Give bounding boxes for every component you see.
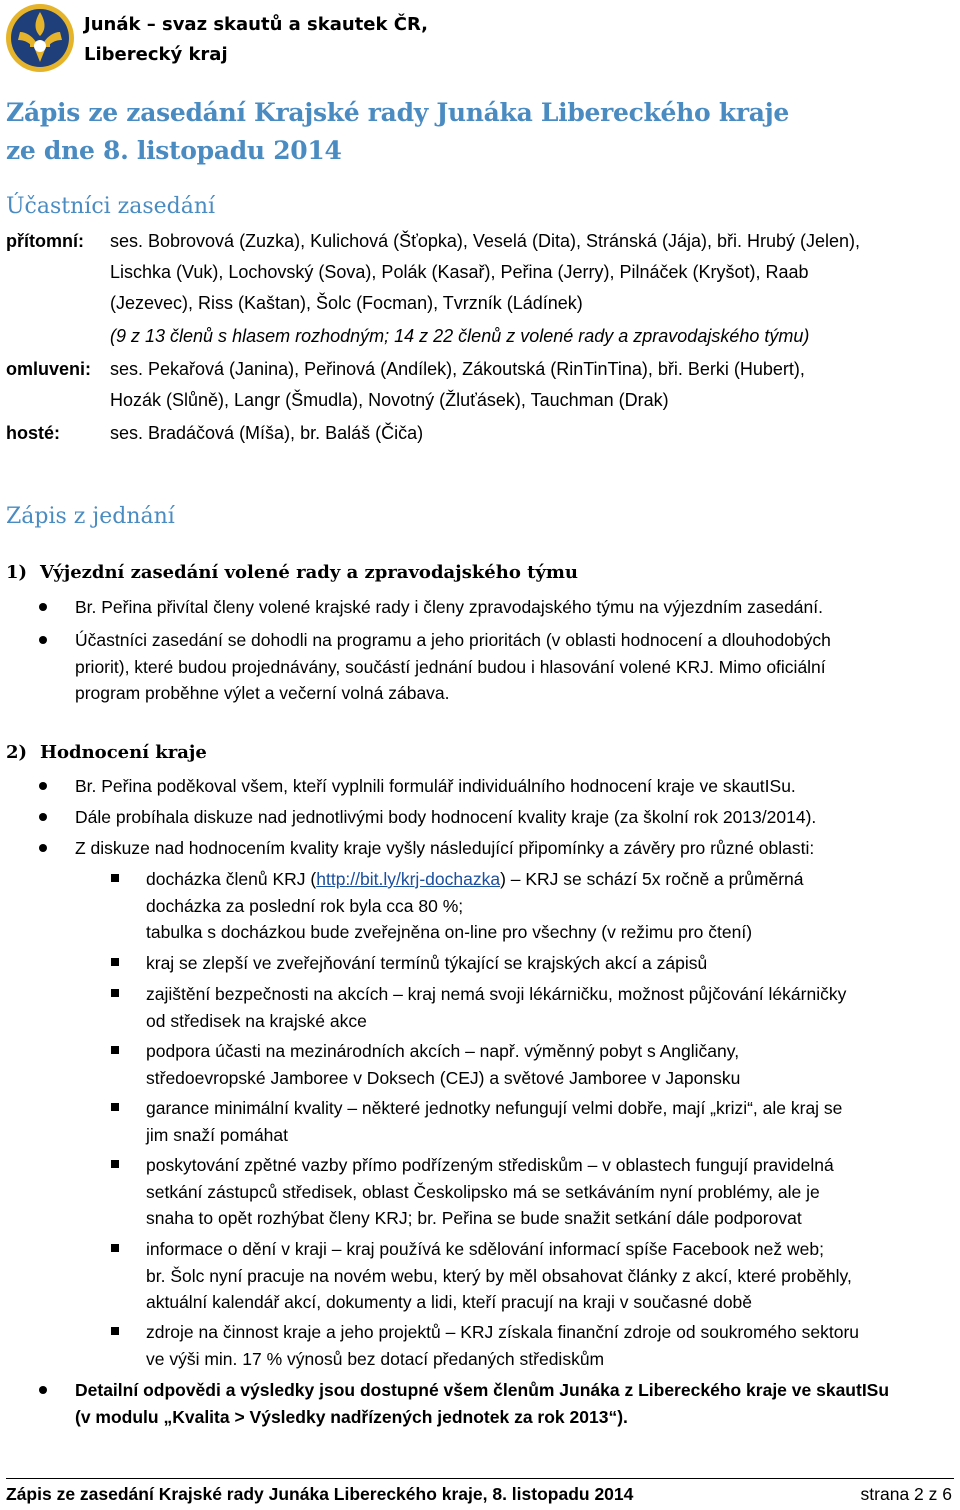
guests-label: hosté: [6, 423, 60, 443]
sub-item-attendance [146, 866, 946, 946]
item-1-bullet-1: Br. Peřina přivítal členy volené krajské rady i členy zpravodajského týmu na výjezdním zasedání. [75, 594, 945, 621]
footer-divider [6, 1478, 954, 1479]
item-2-bullet-4-line-1: Detailní odpovědi a výsledky jsou dostupné všem členům Junáka z Libereckého kraje ve skautISu [75, 1380, 890, 1400]
present-line-1: ses. Bobrovová (Zuzka), Kulichová (Šťopka), Veselá (Dita), Stránská (Jája), bři. Hrubý (Jelen), [110, 231, 861, 251]
international-line-1: podpora účasti na mezinárodních akcích – např. výměnný pobyt s Angličany, [146, 1041, 740, 1061]
sub-item-feedback [146, 1152, 946, 1232]
item-2-heading [6, 742, 207, 763]
sub-item-information [146, 1236, 946, 1316]
funding-line-1: zdroje na činnost kraje a jeho projektů – KRJ získala finanční zdroje od soukromého sektoru [146, 1322, 860, 1342]
attendance-line-3: tabulka s docházkou bude zveřejněna on-line pro všechny (v režimu pro čtení) [146, 922, 753, 942]
excused-label: omluveni: [6, 359, 92, 379]
attendance-line-2: docházka za poslední rok byla cca 80 %; [146, 895, 464, 916]
org-line-2: Liberecký kraj [84, 44, 228, 65]
item-1-number: 1) [6, 562, 28, 583]
information-line-3: aktuální kalendář akcí, dokumenty a lidi, kteří pracují na kraji v současné době [146, 1292, 753, 1312]
participants-heading: Účastníci zasedání [6, 194, 216, 219]
guests-text: ses. Bradáčová (Míša), br. Baláš (Čiča) [110, 423, 424, 443]
attendance-link[interactable]: http://bit.ly/krj-dochazka [316, 869, 501, 889]
item-1-bullet-2-line-3: program proběhne výlet a večerní volná zábava. [75, 683, 450, 703]
org-line-1: Junák – svaz skautů a skautek ČR, [84, 14, 428, 35]
quality-line-2: jim snaží pomáhat [146, 1124, 289, 1145]
item-2-bullet-4-line-2: (v modulu „Kvalita > Výsledky nadřízených jednotek za rok 2013“). [75, 1406, 628, 1427]
organization-name [84, 10, 428, 70]
footer-text: Zápis ze zasedání Krajské rady Junáka Libereckého kraje, 8. listopadu 2014 [6, 1484, 634, 1504]
item-2-bullet-1: Br. Peřina poděkoval všem, kteří vyplnili formulář individuálního hodnocení kraje ve skautISu. [75, 773, 945, 800]
quality-line-1: garance minimální kvality – některé jednotky nefungují velmi dobře, mají „krizi“, ale kraj se [146, 1098, 843, 1118]
title-line-1: Zápis ze zasedání Krajské rady Junáka Libereckého kraje [6, 98, 789, 127]
sub-item-publishing: kraj se zlepší ve zveřejňování termínů týkající se krajských akcí a zápisů [146, 950, 946, 977]
excused-line-1: ses. Pekařová (Janina), Peřinová (Andílek), Zákoutská (RinTinTina), bři. Berki (Hubert), [110, 359, 805, 379]
sub-item-safety [146, 981, 946, 1034]
page-number: strana 2 z 6 [860, 1484, 952, 1504]
item-2-title: Hodnocení kraje [40, 742, 207, 763]
feedback-line-3: snaha to opět rozhýbat členy KRJ; br. Peřina se bude snažit setkání dále podporovat [146, 1208, 802, 1228]
sub-item-international [146, 1038, 946, 1091]
title-line-2: ze dne 8. listopadu 2014 [6, 136, 342, 165]
information-line-1: informace o dění v kraji – kraj používá ke sdělování informací spíše Facebook než web; [146, 1239, 824, 1259]
item-1-title: Výjezdní zasedání volené rady a zpravodajského týmu [40, 562, 579, 583]
funding-line-2: ve výši min. 17 % výnosů bez dotací předaných střediskům [146, 1348, 605, 1369]
item-1-heading [6, 562, 578, 583]
sub-item-quality [146, 1095, 946, 1148]
item-2-number: 2) [6, 742, 28, 763]
safety-line-1: zajištění bezpečnosti na akcích – kraj nemá svoji lékárničku, možnost půjčování lékárničky [146, 984, 847, 1004]
document-title [6, 94, 946, 170]
item-2-bullet-3: Z diskuze nad hodnocením kvality kraje vyšly následující připomínky a závěry pro různé oblasti: [75, 835, 945, 862]
information-line-2: br. Šolc nyní pracuje na novém webu, který by měl obsahovat články z akcí, které proběhly, [146, 1265, 852, 1286]
present-line-3: (Jezevec), Riss (Kaštan), Šolc (Focman), Tvrzník (Ládínek) [110, 293, 583, 313]
present-line-2: Lischka (Vuk), Lochovský (Sova), Polák (Kasař), Peřina (Jerry), Pilnáček (Kryšot), Raab [110, 262, 809, 282]
item-1-bullet-2-line-1: Účastníci zasedání se dohodli na programu a jeho prioritách (v oblasti hodnocení a dlouhodobých [75, 630, 831, 650]
attendance-pre: docházka členů KRJ ( [146, 869, 317, 889]
feedback-line-1: poskytování zpětné vazby přímo podřízeným střediskům – v oblastech fungují pravidelná [146, 1155, 834, 1175]
present-note: (9 z 13 členů s hlasem rozhodným; 14 z 22 členů z volené rady a zpravodajského týmu) [110, 326, 810, 346]
international-line-2: středoevropské Jamboree v Doksech (CEJ) a světové Jamboree v Japonsku [146, 1067, 741, 1088]
excused-line-2: Hozák (Slůně), Langr (Šmudla), Novotný (Žluťásek), Tauchman (Drak) [110, 390, 669, 410]
item-2-bullet-2: Dále probíhala diskuze nad jednotlivými body hodnocení kvality kraje (za školní rok 2013/2014). [75, 804, 945, 831]
item-1-bullet-2 [75, 627, 945, 707]
junak-logo [4, 2, 76, 74]
attendance-line-1 [146, 866, 946, 893]
item-2-bullet-4 [75, 1377, 945, 1430]
feedback-line-2: setkání zástupců středisek, oblast Českolipsko má se setkáváním nyní problémy, ale je [146, 1181, 820, 1202]
item-1-bullet-2-line-2: priorit), které budou projednávány, součástí jednání budou i hlasování volené KRJ. Mimo oficiální [75, 656, 826, 677]
sub-item-funding [146, 1319, 946, 1372]
present-label: přítomní: [6, 231, 84, 251]
minutes-heading: Zápis z jednání [6, 504, 175, 529]
attendance-post: ) – KRJ se schází 5x ročně a průměrná [500, 869, 804, 889]
safety-line-2: od středisek na krajské akce [146, 1010, 367, 1031]
